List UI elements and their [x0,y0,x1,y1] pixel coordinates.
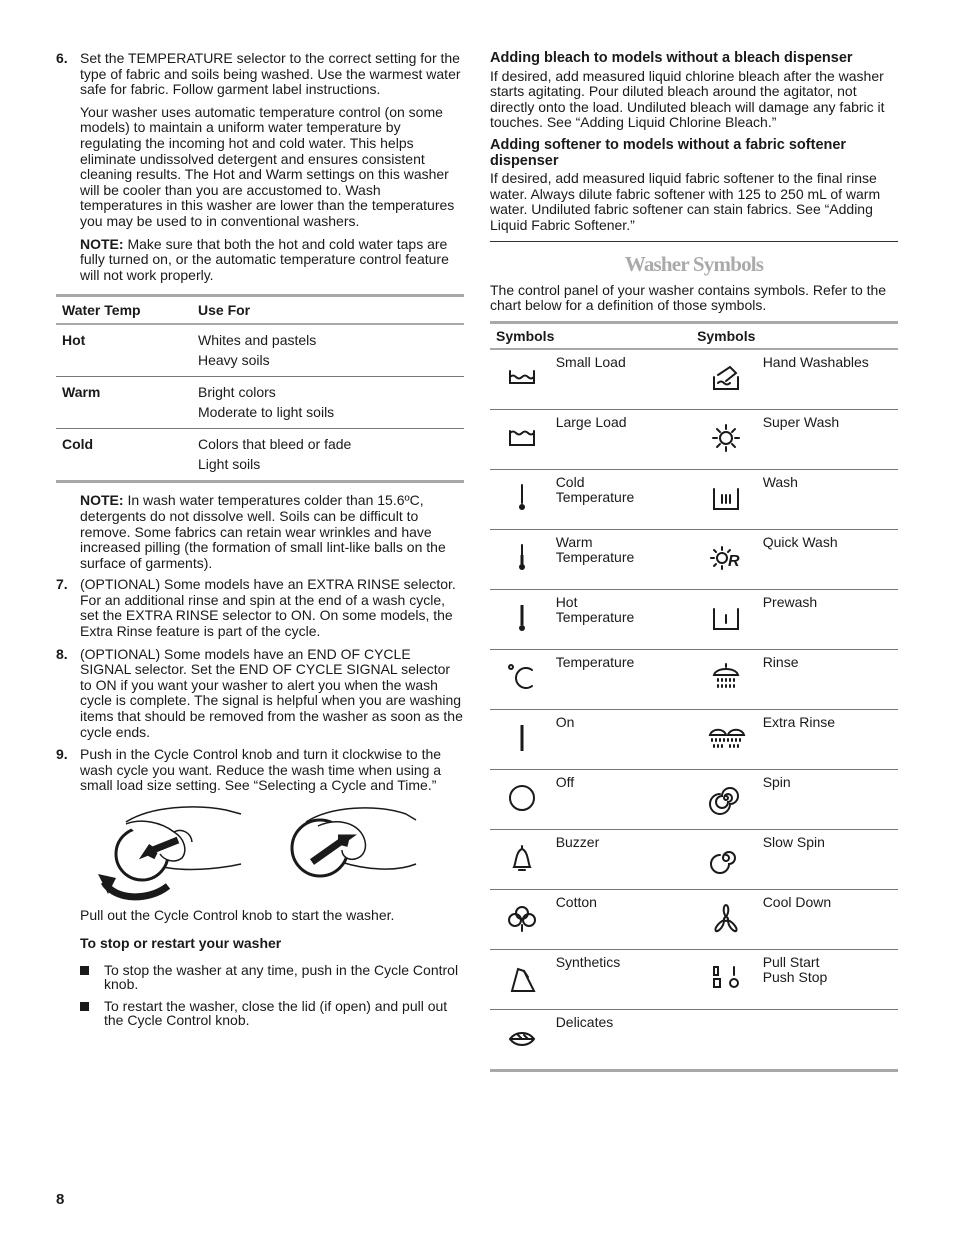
symbol-label: Quick Wash [763,529,898,589]
large-load-icon [504,421,542,455]
symbol-icon-cell [490,529,556,589]
stop-restart-heading: To stop or restart your washer [80,934,282,951]
note-text: In wash water temperatures colder than 15.6ºC, detergents do not dissolve well. Soils can be difficult to remove. Some fabrics can retain wear wrinkles and have increased pilling (the formation of small lint-like balls on the surface of garments). [80,492,446,571]
table-header: Use For [192,296,464,325]
symbol-row [490,949,898,1009]
bleach-text: If desired, add measured liquid chlorine bleach after the washer starts agitating. Pour diluted bleach around the agitator, not directly onto the load. Undiluted bleach will damage any fabric it touches. See “Adding Liquid Chlorine Bleach.” [490,67,885,131]
symbol-icon-cell [490,349,556,410]
symbol-label: Prewash [763,589,898,649]
temperature-icon [504,661,542,695]
symbol-label: Slow Spin [763,829,898,889]
bullet-text: To stop the washer at any time, push in the Cycle Control knob. [104,962,459,993]
symbol-icon-cell [691,469,763,529]
temp-cell: Hot [56,324,192,377]
symbol-icon-cell [691,589,763,649]
step-6 [56,51,464,283]
symbol-label: Buzzer [556,829,691,889]
rinse-icon [708,661,746,695]
symbol-icon-cell [691,829,763,889]
symbol-label: Delicates [555,1013,614,1030]
super-wash-icon [708,421,746,455]
softener-heading: Adding softener to models without a fabric softener dispenser [490,136,847,169]
use-line: Light soils [198,456,261,473]
bullet-square-icon [80,1002,89,1011]
symbol-icon-cell [691,529,763,589]
symbol-label: Synthetics [556,949,691,1009]
slow-spin-icon [708,841,746,875]
symbol-label: Off [556,769,691,829]
step-number: 6. [56,50,68,66]
table-row [56,377,464,429]
symbol-icon-cell [691,949,763,1009]
symbol-icon-cell [490,589,556,649]
divider [490,241,898,242]
step-text: Push in the Cycle Control knob and turn it clockwise to the wash cycle you want. Reduce the wash time when using a small load size setting. See “Selecting a Cycle and Time.” [80,746,442,794]
use-line: Moderate to light soils [198,404,335,421]
symbol-label: Spin [763,769,898,829]
symbol-label: Large Load [556,409,691,469]
hand-turning-knob-icon [56,802,464,902]
symbol-label: Hand Washables [763,349,898,410]
table-header: Water Temp [56,296,192,325]
step-number: 8. [56,645,68,662]
step-9 [56,747,464,794]
symbol-icon-cell [490,1009,556,1070]
symbols-intro: The control panel of your washer contains symbols. Refer to the chart below for a definition of those symbols. [490,281,887,314]
symbol-row [490,1009,898,1070]
softener-text: If desired, add measured liquid fabric softener to the final rinse water. Always dilute fabric softener with 125 to 250 mL of warm water. Undiluted fabric softener can stain fabrics. See “Adding Liquid Fabric Softener.” [490,170,881,233]
extra-rinse-icon [708,721,746,755]
symbol-label [763,1009,898,1070]
symbol-icon-cell [691,349,763,410]
symbol-label: Cold Temperature [556,469,691,529]
step-8 [56,647,464,741]
symbol-row [490,589,898,649]
table-row [56,429,464,482]
symbol-label: Hot Temperature [556,589,691,649]
synthetics-icon [504,961,542,995]
delicates-icon [504,1021,542,1055]
use-cell [192,377,464,429]
table-header: Symbols [490,322,691,349]
quick-wash-icon [708,541,746,575]
note-cold-water [56,493,464,571]
note-label: NOTE: [80,492,124,509]
symbol-row [490,649,898,709]
page-number: 8 [56,1191,65,1208]
symbol-row [490,529,898,589]
pull-out-text: Pull out the Cycle Control knob to start the washer. [80,907,395,923]
water-temp-table [56,294,464,483]
cold-temperature-icon [504,481,542,515]
wash-icon [708,481,746,515]
symbol-label: Warm Temperature [556,529,691,589]
temp-cell: Warm [56,377,192,429]
symbol-icon-cell [691,889,763,949]
temp-cell: Cold [62,436,94,453]
symbol-label: Super Wash [763,409,898,469]
pull-out-text-block [56,908,464,951]
table-header: Symbols [691,322,898,349]
symbol-row [490,469,898,529]
symbol-icon-cell [490,889,556,949]
symbol-label: Temperature [556,649,691,709]
section-title: Washer Symbols [624,251,764,276]
symbol-icon-cell [490,469,556,529]
svg-text:R: R [727,552,740,570]
buzzer-icon [504,841,542,875]
step-number: 9. [56,746,68,763]
symbol-icon-cell [691,649,763,709]
symbol-icon-cell [490,409,556,469]
symbol-label: Rinse [763,649,898,709]
prewash-icon [708,601,746,635]
use-line: Whites and pastels [198,332,317,349]
symbol-row [490,889,898,949]
symbol-row [490,829,898,889]
knob-illustration [56,802,464,902]
symbol-icon-cell [490,709,556,769]
note [80,237,464,284]
use-line: Colors that bleed or fade [198,436,352,453]
symbol-row [490,709,898,769]
list-item [56,999,464,1027]
use-cell [192,324,464,377]
symbol-label: Cotton [556,889,691,949]
cool-down-icon [708,901,746,935]
symbol-icon-cell [691,709,763,769]
note-label: NOTE: [80,235,124,252]
symbol-row [490,409,898,469]
warm-temperature-icon [504,541,542,575]
list-item [56,963,464,991]
bullet-square-icon [80,966,89,975]
symbol-label: Wash [763,469,898,529]
left-column [56,51,464,1035]
symbol-label: On [556,709,691,769]
symbol-label: Pull Start Push Stop [763,949,898,1009]
step-7 [56,577,464,639]
cotton-icon [504,901,542,935]
step-number: 7. [56,576,68,593]
hand-washables-icon [708,361,746,395]
use-line: Bright colors [198,384,276,401]
symbol-icon-cell [691,769,763,829]
hot-temperature-icon [504,601,542,635]
use-line: Heavy soils [198,352,270,369]
bullet-text: To restart the washer, close the lid (if open) and pull out the Cycle Control knob. [104,998,448,1029]
small-load-icon [504,361,542,395]
note-text: Make sure that both the hot and cold water taps are fully turned on, or the automatic temperature control feature will not work properly. [80,235,449,283]
on-icon [504,721,542,755]
symbol-icon-cell [490,949,556,1009]
step-text: Set the TEMPERATURE selector to the correct setting for the type of fabric and soils being washed. Use the warmest water safe for fabric. Follow garment label instructions. [80,50,461,98]
symbol-row [490,349,898,410]
bleach-heading: Adding bleach to models without a bleach dispenser [490,50,853,66]
symbols-table [490,321,898,1072]
spin-icon [708,781,746,815]
symbol-label: Small Load [556,349,691,410]
symbol-icon-cell [490,769,556,829]
symbol-label: Extra Rinse [763,709,898,769]
symbol-icon-cell [490,649,556,709]
use-cell [192,429,464,482]
step-text: (OPTIONAL) Some models have an EXTRA RINSE selector. For an additional rinse and spin at the end of a wash cycle, set the EXTRA RINSE selector to ON. On some models, the Extra Rinse feature is part of the cycle. [80,576,456,640]
step-text: (OPTIONAL) Some models have an END OF CYCLE SIGNAL selector. Set the END OF CYCLE SIGNAL selector to ON if you want your washer to alert you when the wash cycle is complete. The signal is helpful when you are washing items that should be removed from the washer as soon as the cycle ends. [80,645,463,740]
pull-start-push-stop-icon [708,961,746,995]
symbol-icon-cell [490,829,556,889]
right-column [490,51,898,1072]
table-row [56,324,464,377]
symbol-icon-cell [691,1009,763,1070]
step-text: Your washer uses automatic temperature control (on some models) to maintain a uniform water temperature by regulating the incoming hot and cold water. This helps eliminate undissolved detergent and ensures consistent cleaning results. The Hot and Warm settings on this washer will be cooler than you are accustomed to. Wash temperatures in this washer are lower than the temperatures you may be used to in conventional washers. [80,103,455,229]
symbol-row [490,769,898,829]
symbol-icon-cell [691,409,763,469]
off-icon [504,781,542,815]
symbol-label: Cool Down [763,889,898,949]
